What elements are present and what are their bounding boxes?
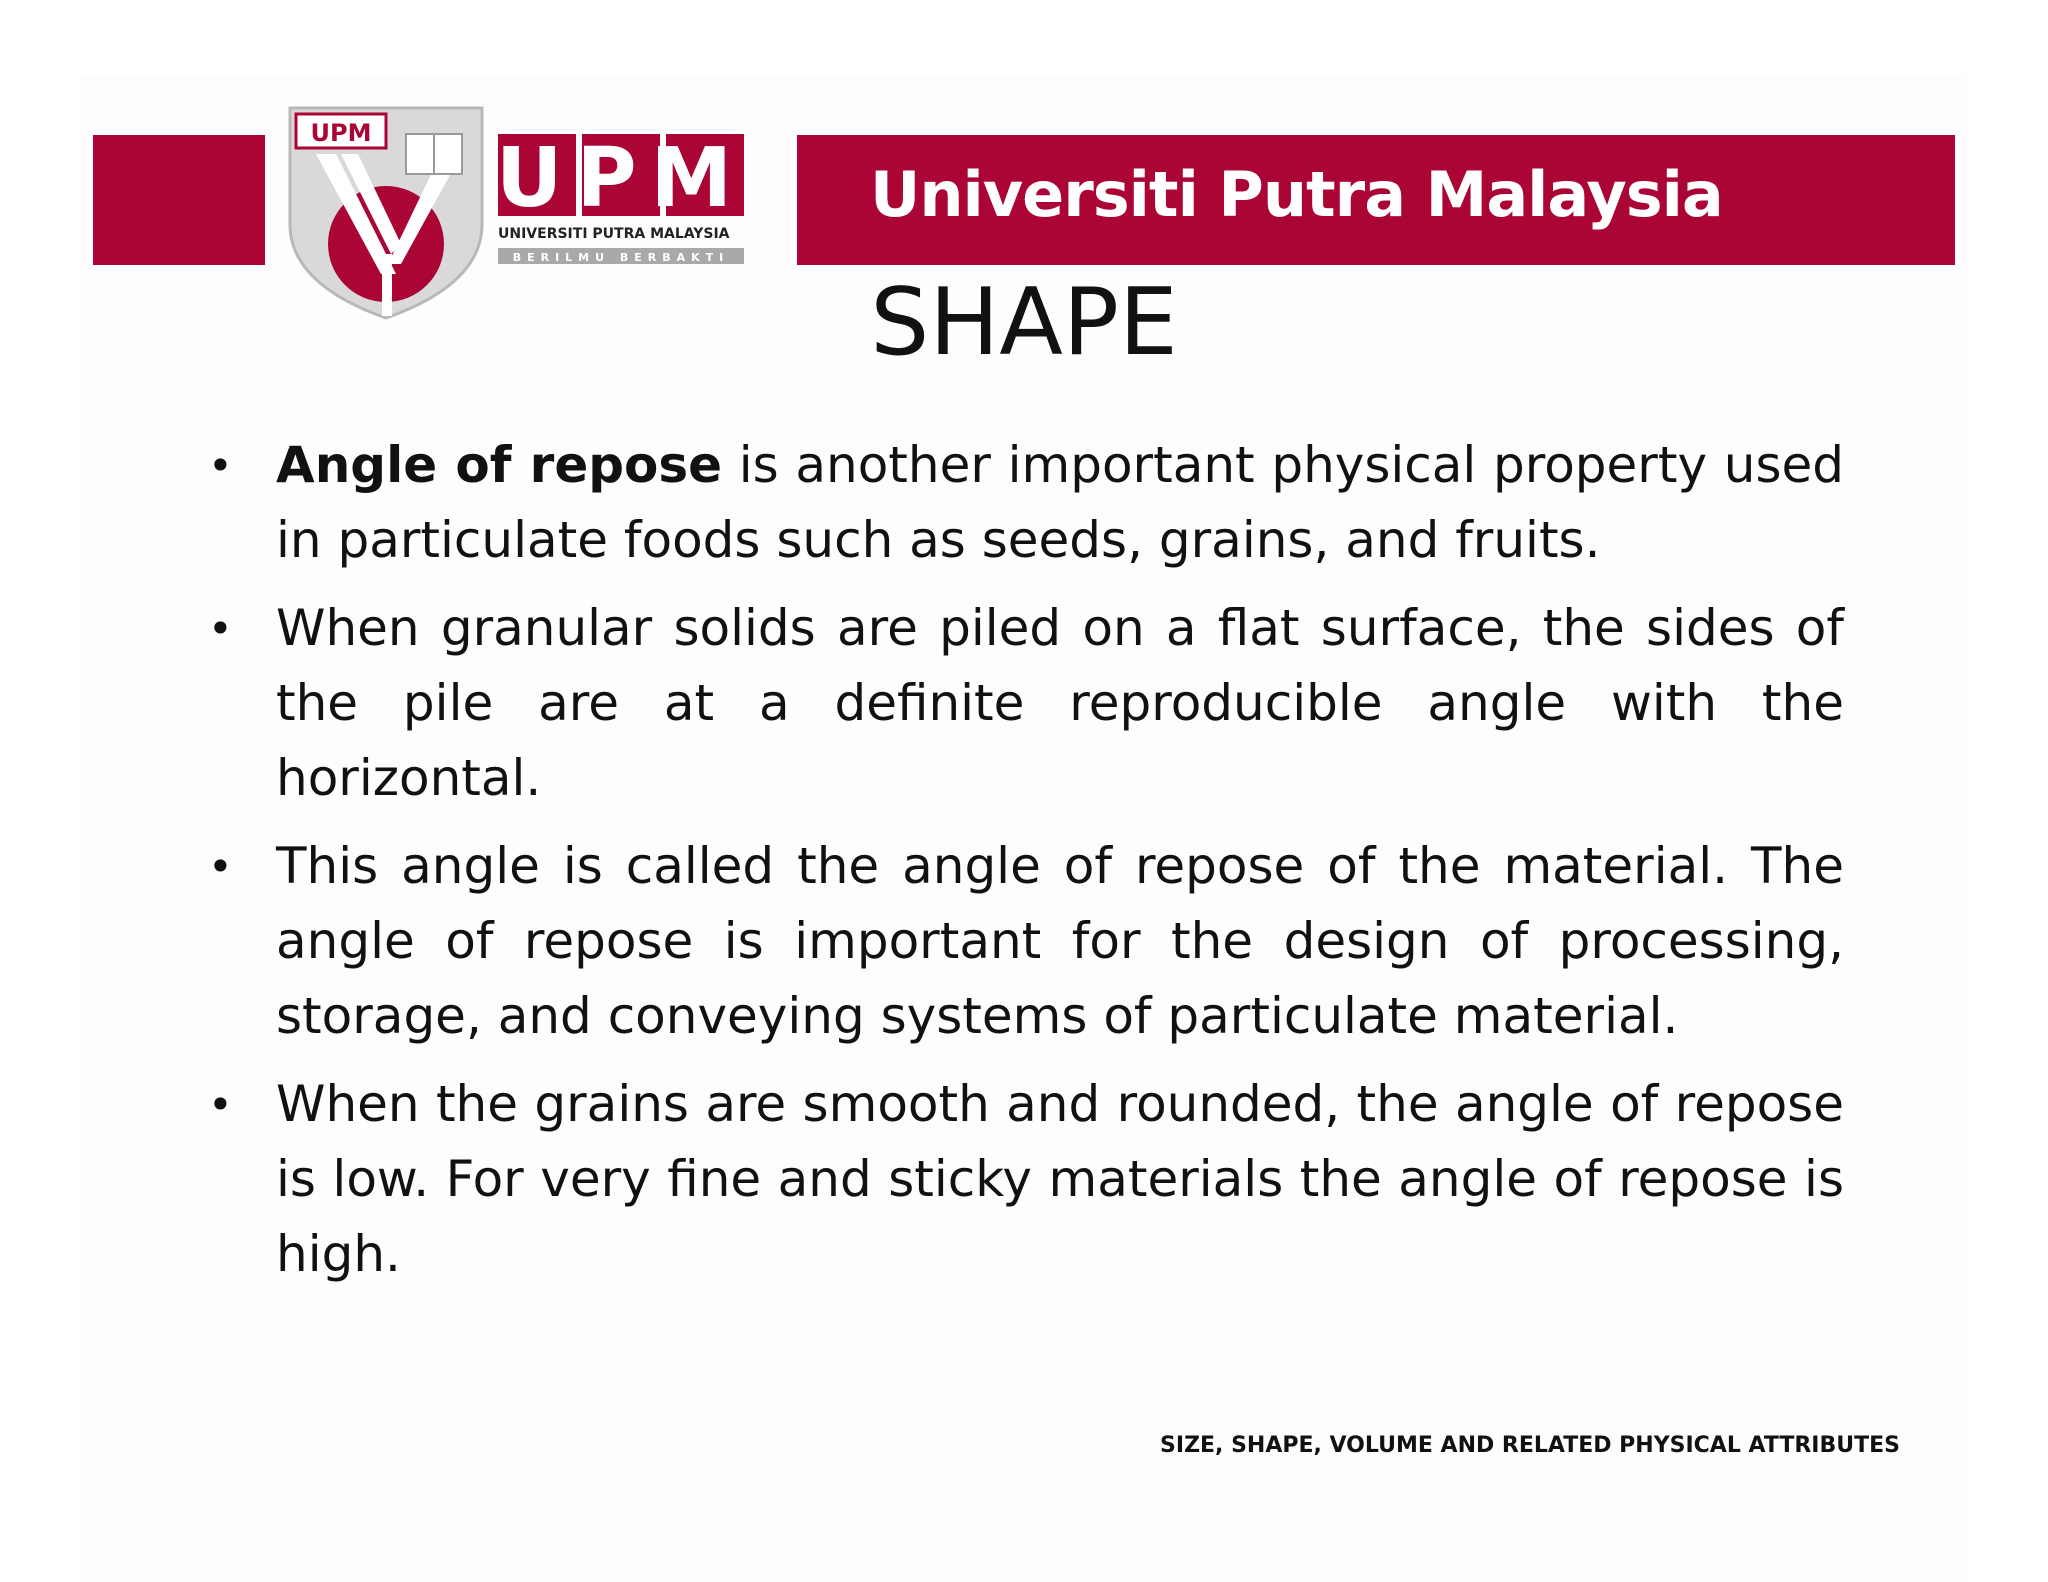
wordmark-motto: BERILMU BERBAKTI: [512, 251, 730, 264]
crest-badge-text: UPM: [310, 119, 372, 147]
bullet-icon: •: [208, 1080, 233, 1129]
wordmark-letters: UPM: [496, 132, 746, 226]
bullet-text: When granular solids are piled on a flat surface, the sides of the pile are at a definite reproducible angle with the horizontal.: [276, 599, 1844, 807]
key-term: Angle of repose: [276, 436, 723, 494]
bullet-text: is another important physical property used in particulate foods such as seeds, grains, and fruits.: [276, 436, 1844, 569]
bullet-icon: •: [208, 441, 233, 490]
upm-wordmark-logo: [496, 132, 746, 268]
header-banner-left: [93, 135, 265, 265]
bullet-icon: •: [208, 604, 233, 653]
bullet-item: [200, 428, 1844, 578]
slide-footer: SIZE, SHAPE, VOLUME AND RELATED PHYSICAL ATTRIBUTES: [1160, 1433, 1900, 1458]
bullet-item: [200, 1067, 1844, 1292]
bullet-item: [200, 829, 1844, 1054]
bullet-list: [200, 428, 1844, 1305]
bullet-text: This angle is called the angle of repose of the material. The angle of repose is important for the design of processing, storage, and conveying systems of particulate material.: [276, 837, 1844, 1045]
university-name-banner: Universiti Putra Malaysia: [870, 158, 1723, 231]
upm-crest-logo: [286, 104, 486, 320]
wordmark-subtitle: UNIVERSITI PUTRA MALAYSIA: [498, 226, 730, 242]
slide-title: SHAPE: [870, 268, 1178, 376]
bullet-icon: •: [208, 842, 233, 891]
bullet-item: [200, 591, 1844, 816]
bullet-text: When the grains are smooth and rounded, the angle of repose is low. For very fine and sticky materials the angle of repose is high.: [276, 1075, 1844, 1283]
